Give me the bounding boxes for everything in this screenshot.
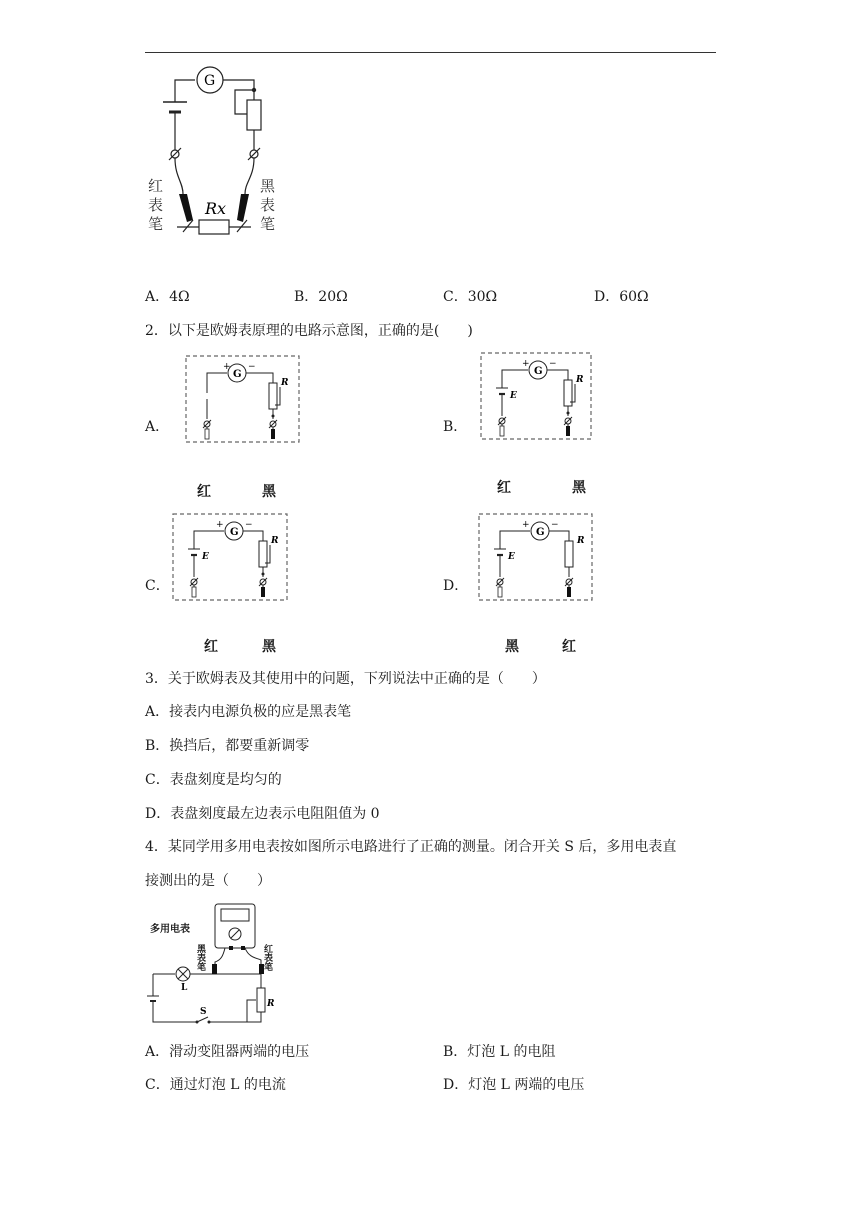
q2-option-d-right-label: 红 — [562, 639, 576, 655]
q2-b-r0-label: R — [576, 375, 584, 385]
option-letter: C． — [443, 289, 468, 305]
q3-stem: 3．关于欧姆表及其使用中的问题，下列说法中正确的是（ ） — [145, 671, 546, 687]
q1-resistor-label: Rx — [205, 199, 227, 218]
q3-option-a[interactable]: A．接表内电源负极的应是黑表笔 — [145, 704, 352, 720]
q1-black-probe-label: 黑 表 笔 — [260, 177, 276, 233]
option-text: 30Ω — [467, 289, 498, 305]
q2-option-c-letter[interactable]: C． — [145, 578, 170, 594]
header-rule — [145, 52, 716, 53]
q2-option-b-letter[interactable]: B． — [443, 419, 468, 435]
q2-d-plus: + — [522, 520, 530, 530]
q4-option-d[interactable]: D．灯泡 L 两端的电压 — [443, 1077, 585, 1093]
q4-option-a[interactable]: A．滑动变阻器两端的电压 — [145, 1044, 310, 1060]
q2-c-plus: + — [216, 520, 224, 530]
q2-option-c-right-label: 黑 — [262, 639, 276, 655]
option-letter: B． — [294, 289, 319, 305]
q2-a-plus: + — [223, 362, 231, 372]
option-letter: A． — [145, 289, 170, 305]
q4-lamp-label: L — [181, 983, 188, 993]
q2-a-r0-label: R — [281, 378, 289, 388]
option-text: 60Ω — [619, 289, 649, 305]
q4-stem-line2: 接测出的是（ ） — [145, 873, 271, 889]
q2-d-g-label: G — [536, 527, 545, 538]
option-text: 20Ω — [318, 289, 348, 305]
q2-d-minus: − — [551, 520, 559, 530]
q2-c-g-label: G — [230, 527, 239, 538]
q4-rheostat-label: R — [267, 999, 275, 1009]
q4-black-probe-label: 黑表笔 — [197, 945, 207, 973]
q2-option-d-left-label: 黑 — [505, 639, 519, 655]
q2-option-c-left-label: 红 — [204, 639, 218, 655]
q2-c-e-label: E — [202, 552, 209, 562]
q3-option-b[interactable]: B．换挡后，都要重新调零 — [145, 738, 310, 754]
q4-switch-label: S — [200, 1007, 207, 1017]
q2-option-c-figure[interactable] — [172, 513, 288, 603]
q2-c-minus: − — [245, 520, 253, 530]
q2-option-d-letter[interactable]: D． — [443, 578, 469, 594]
q2-option-a-figure[interactable] — [185, 355, 300, 445]
q2-option-b-left-label: 红 — [497, 480, 511, 496]
q2-option-b-figure[interactable] — [480, 352, 592, 442]
q2-a-minus: − — [248, 362, 256, 372]
q2-option-b-right-label: 黑 — [572, 480, 586, 496]
q3-option-d[interactable]: D．表盘刻度最左边表示电阻阻值为 0 — [145, 806, 380, 822]
q4-stem-line1: 4．某同学用多用电表按如图所示电路进行了正确的测量。闭合开关 S 后，多用电表直 — [145, 839, 677, 855]
q2-option-a-left-label: 红 — [197, 484, 211, 500]
q2-option-a-letter[interactable]: A． — [145, 419, 170, 435]
q2-option-a-right-label: 黑 — [262, 484, 276, 500]
q4-option-b[interactable]: B．灯泡 L 的电阻 — [443, 1044, 556, 1060]
q2-b-plus: + — [522, 359, 530, 369]
option-letter: D． — [594, 289, 620, 305]
q1-option-b[interactable] — [294, 288, 348, 306]
q2-b-e-label: E — [510, 391, 517, 401]
q1-option-a[interactable] — [145, 288, 190, 306]
q2-c-r0-label: R — [271, 536, 279, 546]
q2-b-g-label: G — [534, 366, 543, 377]
q3-option-c[interactable]: C．表盘刻度是均匀的 — [145, 772, 282, 788]
q2-option-d-figure[interactable] — [478, 513, 593, 603]
q4-red-probe-label: 红表笔 — [264, 945, 274, 973]
q1-option-d[interactable] — [594, 288, 649, 306]
q4-meter-label: 多用电表 — [150, 924, 190, 935]
q4-option-c[interactable]: C．通过灯泡 L 的电流 — [145, 1077, 286, 1093]
option-text: 4Ω — [169, 289, 190, 305]
q1-option-c[interactable] — [443, 288, 497, 306]
q2-stem: 2．以下是欧姆表原理的电路示意图，正确的是( ) — [145, 323, 473, 339]
q1-red-probe-label: 红 表 笔 — [148, 177, 164, 233]
q2-a-g-label: G — [233, 369, 242, 380]
q2-d-r0-label: R — [577, 536, 585, 546]
q1-galvanometer-label: G — [204, 73, 216, 89]
q2-b-minus: − — [549, 359, 557, 369]
q2-d-e-label: E — [508, 552, 515, 562]
